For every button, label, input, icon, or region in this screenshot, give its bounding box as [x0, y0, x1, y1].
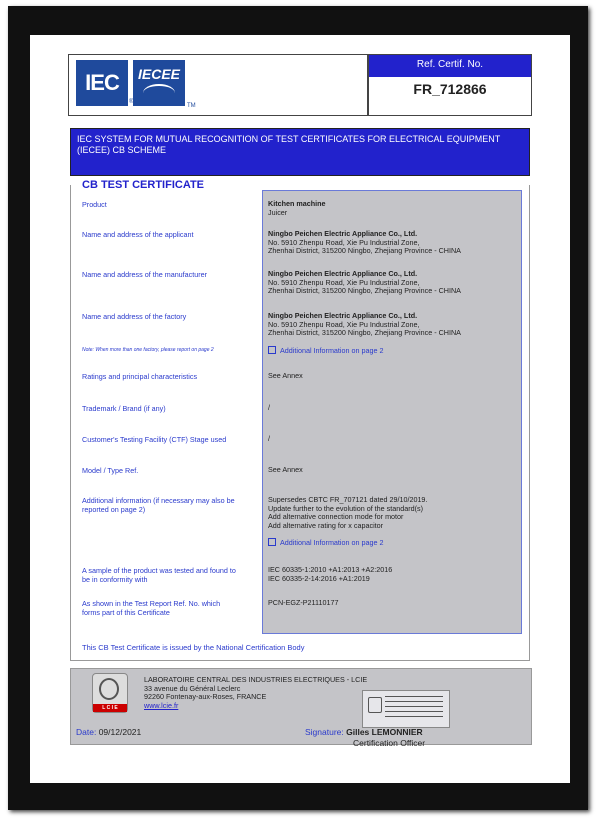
report-label-2: forms part of this Certificate: [82, 608, 170, 617]
factory-address-1: No. 5910 Zhenpu Road, Xie Pu Industrial Zone,: [268, 319, 420, 329]
factory-value: [268, 312, 461, 338]
lcie-logo-band: L C I E: [93, 704, 127, 712]
signature-title: Certification Officer: [353, 738, 426, 748]
report-value: PCN-EGZ-P21110177: [268, 598, 339, 607]
sample-value: [268, 566, 392, 583]
additional-value-4: Add alternative rating for x capacitor: [268, 520, 384, 530]
applicant-label: Name and address of the applicant: [82, 230, 194, 239]
iecee-arc-icon: [143, 84, 175, 102]
additional-value-2: Update further to the evolution of the standard(s): [268, 503, 424, 513]
additional-value-1: Supersedes CBTC FR_707121 dated 29/10/2019.: [268, 495, 428, 504]
factory-label: Name and address of the factory: [82, 312, 187, 321]
lcie-logo: [92, 673, 128, 713]
applicant-name: Ningbo Peichen Electric Appliance Co., Ltd.: [268, 229, 418, 238]
trademark-value: /: [268, 403, 270, 412]
report-label-1: As shown in the Test Report Ref. No. which: [82, 599, 221, 608]
sample-label-1: A sample of the product was tested and found to: [82, 566, 236, 575]
sample-value-1: IEC 60335-1:2010 +A1:2013 +A2:2016: [268, 565, 393, 574]
iecee-logo: [133, 60, 185, 106]
left-rule: [70, 185, 71, 660]
ref-certificate-box: [368, 54, 532, 116]
sample-label: [82, 566, 236, 584]
checkbox-icon: [268, 538, 276, 546]
date-label: Date:: [76, 727, 97, 737]
lab-name: LABORATOIRE CENTRAL DES INDUSTRIES ELECTRIQUES - LCIE: [144, 675, 368, 684]
ref-label: Ref. Certif. No.: [369, 55, 531, 77]
logo-box: [68, 54, 368, 116]
page-title: CB TEST CERTIFICATE: [82, 179, 205, 191]
lab-address-2: 92260 Fontenay-aux-Roses, FRANCE: [144, 692, 267, 701]
sample-value-2: IEC 60335-2-14:2016 +A1:2019: [268, 573, 370, 583]
manufacturer-label: Name and address of the manufacturer: [82, 270, 208, 279]
ref-number: FR_712866: [413, 81, 487, 97]
additional-label-1: Additional information (if necessary may also be: [82, 496, 235, 505]
additional-label: [82, 496, 235, 514]
report-label: [82, 599, 220, 617]
ratings-value: See Annex: [268, 371, 303, 380]
applicant-address-2: Zhenhai District, 315200 Ningbo, Zhejiang Province - CHINA: [268, 246, 461, 255]
iecee-logo-text: IECEE: [137, 66, 180, 82]
additional-info-label: Additional Information on page 2: [280, 538, 384, 547]
trademark-label: Trademark / Brand (if any): [82, 404, 166, 413]
checkbox-icon: [268, 346, 276, 354]
product-value: [268, 200, 326, 217]
factory-address-2: Zhenhai District, 315200 Ningbo, Zhejiang Province - CHINA: [268, 328, 461, 337]
factory-name: Ningbo Peichen Electric Appliance Co., Ltd.: [268, 311, 418, 320]
official-stamp: [362, 690, 450, 728]
signature-label: Signature:: [305, 727, 344, 737]
product-value-1: Kitchen machine: [268, 199, 326, 208]
footer-rule: [70, 660, 530, 661]
ctf-label: Customer's Testing Facility (CTF) Stage used: [82, 435, 227, 444]
factory-note: Note: When more than one factory, please report on page 2: [82, 347, 214, 353]
model-value: See Annex: [268, 465, 303, 474]
applicant-address-1: No. 5910 Zhenpu Road, Xie Pu Industrial Zone,: [268, 237, 420, 247]
manufacturer-address-1: No. 5910 Zhenpu Road, Xie Pu Industrial Zone,: [268, 277, 420, 287]
factory-additional-checkbox[interactable]: [268, 346, 384, 355]
registered-mark: ®: [129, 99, 134, 105]
applicant-value: [268, 230, 461, 256]
trademark-mark: TM: [187, 103, 196, 109]
iec-logo-text: IEC: [85, 70, 119, 95]
lab-address: [144, 676, 367, 710]
ratings-label: Ratings and principal characteristics: [82, 372, 198, 381]
sample-label-2: be in conformity with: [82, 575, 148, 584]
factory-additional-label: Additional Information on page 2: [280, 346, 384, 355]
issue-date: [76, 727, 141, 737]
issued-statement: This CB Test Certificate is issued by the National Certification Body: [82, 643, 305, 652]
iec-logo: [76, 60, 128, 106]
product-label: Product: [82, 200, 107, 209]
date-value: 09/12/2021: [98, 727, 142, 737]
additional-info-checkbox[interactable]: [268, 538, 384, 547]
manufacturer-value: [268, 270, 461, 296]
scheme-banner: IEC SYSTEM FOR MUTUAL RECOGNITION OF TEST CERTIFICATES FOR ELECTRICAL EQUIPMENT (IECEE) CB SCHEME: [70, 128, 530, 176]
model-label: Model / Type Ref.: [82, 466, 139, 475]
stamp-lines: [385, 696, 443, 697]
right-rule: [529, 185, 530, 660]
lab-website-link[interactable]: www.lcie.fr: [144, 700, 179, 710]
additional-value: [268, 496, 427, 530]
signature: [305, 727, 423, 737]
lab-address-1: 33 avenue du Général Leclerc: [144, 683, 241, 693]
additional-value-3: Add alternative connection mode for motor: [268, 512, 404, 521]
product-value-2: Juicer: [268, 207, 288, 217]
additional-label-2: reported on page 2): [82, 505, 146, 514]
signature-name: Gilles LEMONNIER: [346, 727, 423, 737]
manufacturer-name: Ningbo Peichen Electric Appliance Co., Ltd.: [268, 269, 418, 278]
ctf-value: /: [268, 434, 270, 443]
stamp-emblem-icon: [368, 697, 382, 713]
manufacturer-address-2: Zhenhai District, 315200 Ningbo, Zhejiang Province - CHINA: [268, 286, 461, 295]
bureau-veritas-seal-icon: [99, 678, 119, 700]
